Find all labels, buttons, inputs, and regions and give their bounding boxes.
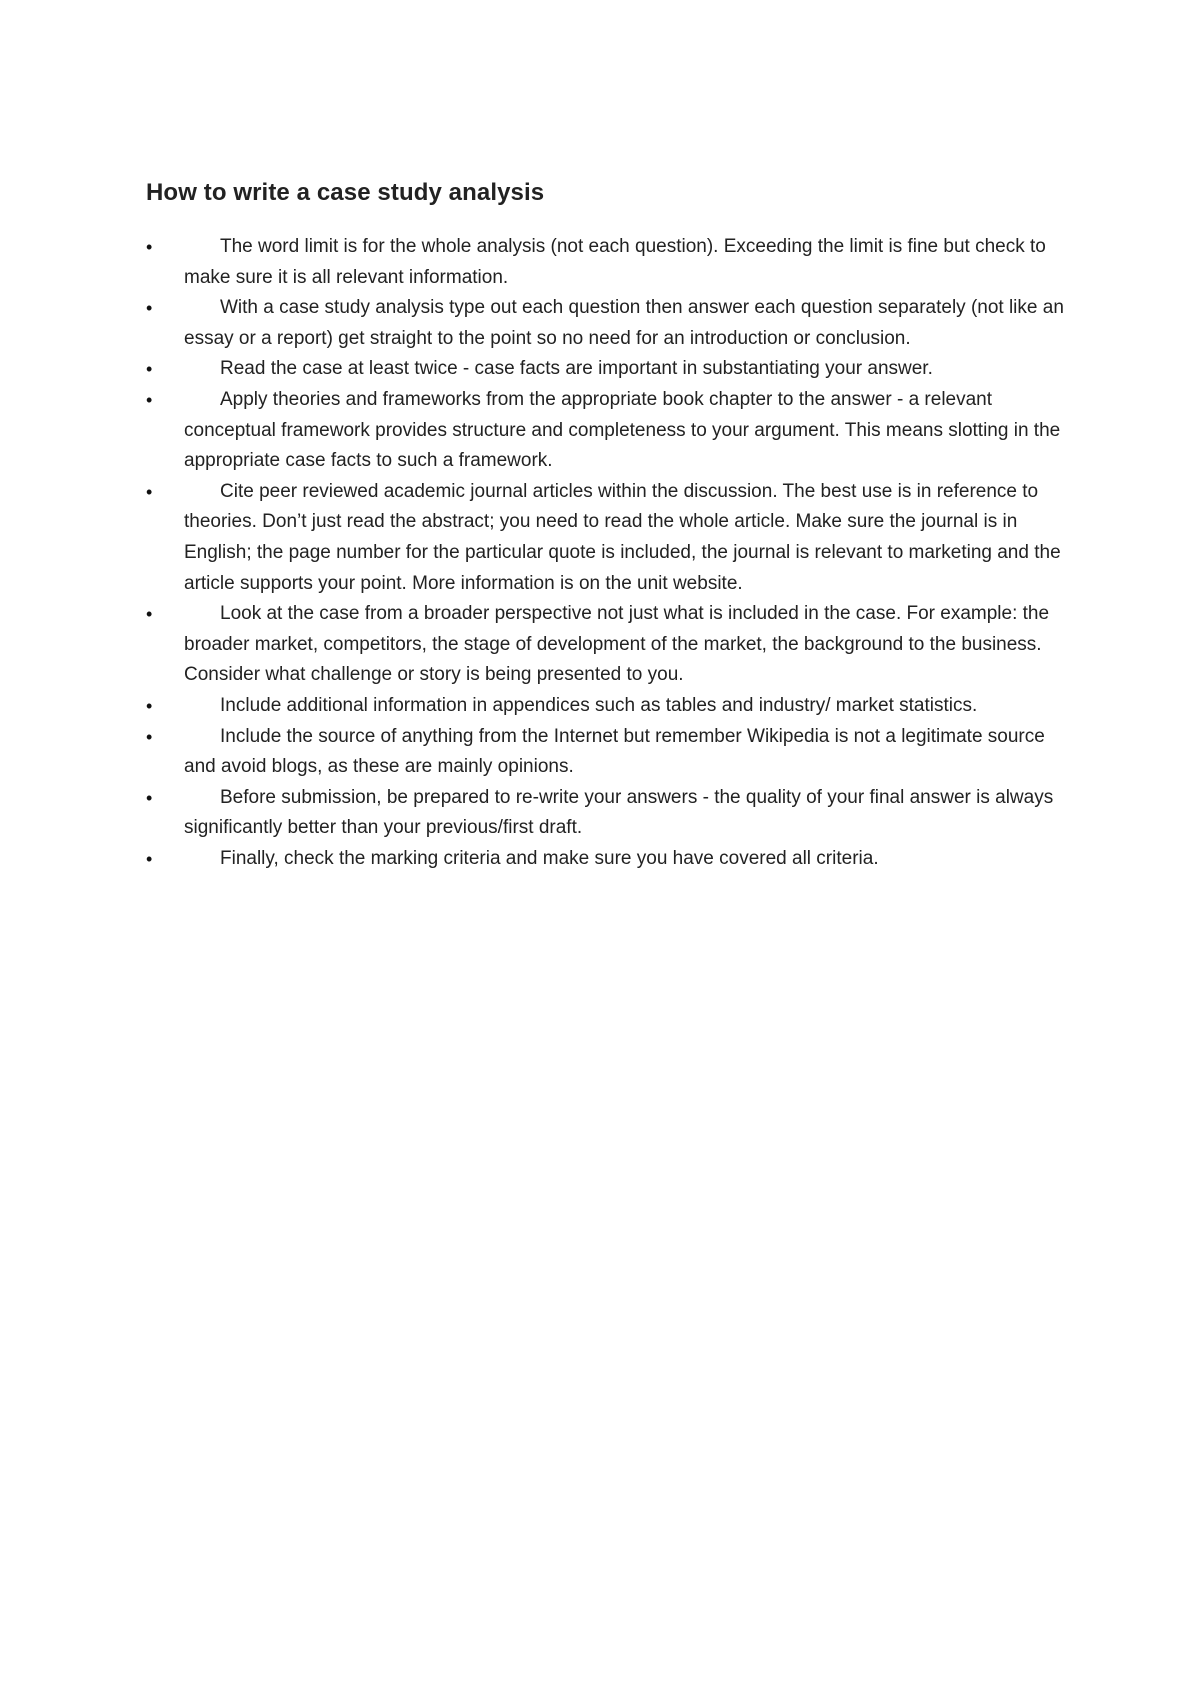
list-item [146, 293, 1070, 354]
list-item [146, 354, 1070, 385]
list-item-text: Before submission, be prepared to re-write your answers - the quality of your final answer is always significantly better than your previous/first draft. [184, 786, 1054, 839]
list-item-text: Apply theories and frameworks from the appropriate book chapter to the answer - a relevant conceptual framework provides structure and completeness to your argument. This means slotting in the appropriate case facts to such a framework. [184, 388, 1061, 472]
bullet-icon: • [146, 359, 153, 380]
bullet-icon: • [146, 787, 153, 808]
list-item [146, 477, 1070, 599]
list-item [146, 844, 1070, 875]
list-item [146, 385, 1070, 477]
list-item-text: With a case study analysis type out each question then answer each question separately (not like an essay or a report) get straight to the point so no need for an introduction or conclusion. [184, 297, 1064, 349]
list-item-text: Cite peer reviewed academic journal articles within the discussion. The best use is in reference to theories. Don’t just read the abstract; you need to read the whole article. Make sure the journal is in English; the page number for the particular quote is included, the journal is relevant to marketing and the article supports your point. More information is on the unit website. [184, 480, 1061, 594]
list-item-text: The word limit is for the whole analysis (not each question). Exceeding the limit is fine but check to make sure it is all relevant information. [184, 236, 1046, 288]
list-item-text: Finally, check the marking criteria and make sure you have covered all criteria. [220, 847, 879, 869]
bullet-icon: • [146, 726, 153, 747]
list-item [146, 599, 1070, 691]
bullet-icon: • [146, 298, 153, 319]
bullet-icon: • [146, 604, 153, 625]
list-item-text: Include the source of anything from the Internet but remember Wikipedia is not a legitimate source and avoid blogs, as these are mainly opinions. [184, 725, 1045, 778]
bullet-icon: • [146, 237, 153, 257]
list-item-text: Read the case at least twice - case facts are important in substantiating your answer. [220, 358, 933, 380]
list-item [146, 232, 1070, 293]
list-item [146, 783, 1070, 844]
bullet-icon: • [146, 389, 153, 410]
page-title: How to write a case study analysis [146, 179, 545, 206]
bullet-icon: • [146, 695, 153, 716]
bullet-list [146, 232, 1070, 874]
document-content [146, 176, 1070, 874]
bullet-icon: • [146, 848, 153, 869]
list-item [146, 691, 1070, 722]
list-item [146, 722, 1070, 783]
bullet-icon: • [146, 481, 153, 502]
list-item-text: Include additional information in appendices such as tables and industry/ market statistics. [220, 694, 978, 716]
list-item-text: Look at the case from a broader perspective not just what is included in the case. For example: the broader market, competitors, the stage of development of the market, the background to the business. Consider what challenge or story is being presented to you. [184, 603, 1050, 686]
